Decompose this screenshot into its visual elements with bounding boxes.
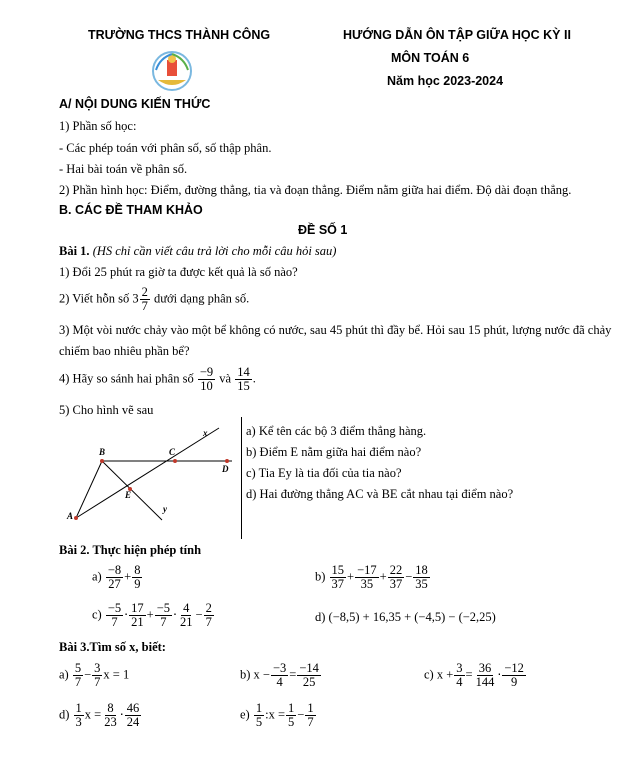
- bai1-q1: 1) Đổi 25 phút ra giờ ta được kết quả là số nào?: [59, 265, 298, 279]
- ray-label-x: x: [203, 428, 208, 438]
- bai2-title: Bài 2. Thực hiện phép tính: [59, 543, 202, 557]
- bai1-q4: 4) Hãy so sánh hai phân số $\frac{-9}{10}$ và $\frac{14}{15}$ .: [59, 365, 256, 394]
- bai3-title: Bài 3.Tìm số x, biết:: [59, 640, 166, 654]
- point-label-c: C: [169, 447, 176, 457]
- point-label-b: B: [99, 447, 106, 457]
- section-a-line: 1) Phần số học:: [59, 119, 137, 133]
- bai1-note: (HS chỉ cần viết câu trả lời cho mỗi câu hỏi sau): [92, 244, 337, 258]
- school-name: TRƯỜNG THCS THÀNH CÔNG: [88, 28, 271, 42]
- section-b-heading: B. CÁC ĐỀ THAM KHẢO: [59, 203, 203, 217]
- bai2-c: c) $\frac{-5}{7}$ ⋅ $\frac{17}{21}$ + $\frac{-5}{7}$ ⋅ $\frac{4}{21}$ − $\frac{2}{7}$: [92, 601, 212, 630]
- section-a-line: - Hai bài toán về phân số.: [59, 162, 188, 176]
- figure-divider: [241, 417, 242, 539]
- doc-year: Năm học 2023-2024: [387, 74, 504, 88]
- bai1-q5-part: a) Kể tên các bộ 3 điểm thẳng hàng.: [246, 424, 427, 438]
- geometry-figure: [62, 420, 242, 530]
- section-a-line: - Các phép toán với phân số, số thập phân.: [59, 141, 272, 155]
- exam-title: ĐỀ SỐ 1: [298, 223, 348, 237]
- bai1-q3-line2: chiếm bao nhiêu phần bể?: [59, 344, 190, 358]
- point-label-a: A: [67, 511, 74, 521]
- bai3-b: b) x − $\frac{-3}{4}$ = $\frac{-14}{25}$: [240, 661, 319, 690]
- bai3-d: d) $\frac{1}{3}$ x = $\frac{8}{23}$ ⋅ $\frac{46}{24}$: [59, 701, 140, 730]
- section-a-heading: A/ NỘI DUNG KIẾN THỨC: [59, 97, 211, 111]
- school-logo-icon: [150, 50, 194, 92]
- bai1-q5: 5) Cho hình vẽ sau: [59, 403, 154, 417]
- bai1-q5-part: d) Hai đường thẳng AC và BE cắt nhau tại điểm nào?: [246, 487, 514, 501]
- bai3-a: a) $\frac{5}{7}$ − $\frac{3}{7}$ x = 1: [59, 661, 130, 690]
- bai1-q5-part: b) Điểm E nằm giữa hai điểm nào?: [246, 445, 422, 459]
- point-label-e: E: [125, 490, 132, 500]
- bai1-q5-part: c) Tia Ey là tia đối của tia nào?: [246, 466, 402, 480]
- bai1-header: [59, 244, 336, 259]
- doc-title: HƯỚNG DẪN ÔN TẬP GIỮA HỌC KỲ II: [343, 28, 571, 42]
- bai1-q3-line1: 3) Một vòi nước chảy vào một bể không có nước, sau 45 phút thì đầy bể. Hỏi sau 15 phút, lượng nước đã chảy: [59, 323, 612, 337]
- bai1-title: Bài 1.: [59, 244, 90, 258]
- doc-subject: MÔN TOÁN 6: [391, 51, 470, 65]
- bai3-e: e) $\frac{1}{5}$ :x = $\frac{1}{5}$ − $\frac{1}{7}$: [240, 701, 314, 730]
- bai3-c: c) x + $\frac{3}{4}$ = $\frac{36}{144}$ ⋅ $\frac{-12}{9}$: [424, 661, 524, 690]
- bai2-d: d) (−8,5) + 16,35 + (−4,5) − (−2,25): [315, 610, 496, 624]
- bai2-a: a) $\frac{-8}{27}$ + $\frac{8}{9}$: [92, 563, 141, 592]
- ray-label-y: y: [163, 504, 167, 514]
- point-label-d: D: [222, 464, 229, 474]
- section-a-line: 2) Phần hình học: Điểm, đường thẳng, tia và đoạn thẳng. Điểm nằm giữa hai điểm. Độ dài đoạn thẳng.: [59, 183, 572, 197]
- bai2-b: b) $\frac{15}{37}$ + $\frac{-17}{35}$ + $\frac{22}{37}$ − $\frac{18}{35}$: [315, 563, 428, 592]
- bai1-q2: 2) Viết hỗn số 3 $\frac{2}{7}$ dưới dạng phân số.: [59, 285, 250, 314]
